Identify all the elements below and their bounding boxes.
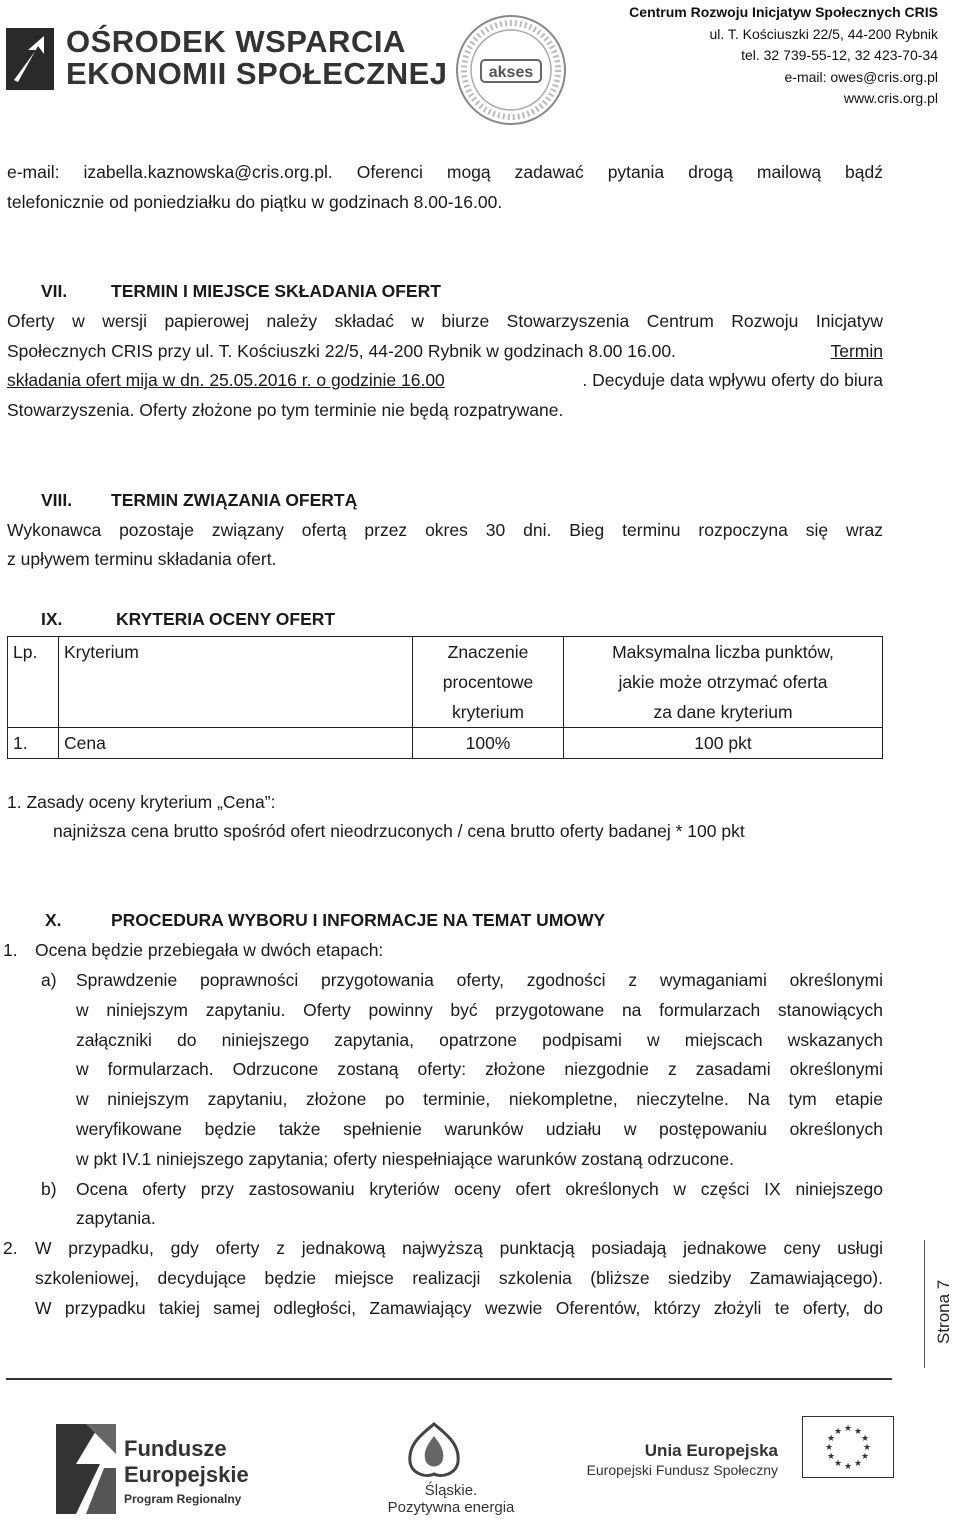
item-1-text: Ocena będzie przebiegała w dwóch etapach: [35,940,384,960]
header-znaczenie-line: procentowe [442,672,534,692]
header-maks [564,637,883,728]
header-znaczenie-line: kryterium [452,702,524,722]
svg-text:★: ★ [853,1459,863,1469]
section-7-number: VII. [41,281,68,301]
logo-line-1: OŚRODEK WSPARCIA [66,24,406,59]
section-7-line-1: Oferty w wersji papierowej należy składać w biurze Stowarzyszenia Centrum Rozwoju Inicjatyw [7,311,883,331]
row-znaczenie: 100% [413,728,564,759]
item-b-label: b) [41,1179,57,1199]
ue-line-1: Unia Europejska [644,1441,778,1460]
fe-line-2: Europejskie [124,1462,249,1487]
section-7-deadline: składania ofert mija w dn. 25.05.2016 r. o godzinie 16.00 [7,370,445,390]
item-a-line: w formularzach. Odrzucone zostaną oferty: złożone niezgodnie z zasadami określonymi [76,1059,883,1079]
item-2-number: 2. [3,1238,18,1258]
header-maks-line: za dane kryterium [653,702,793,722]
org-website[interactable]: www.cris.org.pl [843,90,938,106]
section-7-deadline-start: Termin [830,341,883,361]
page-label [926,1270,960,1350]
svg-text:★: ★ [843,1462,853,1472]
item-a-line: Sprawdzenie poprawności przygotowania oferty, zgodności z wymaganiami określonymi [76,970,883,990]
item-a-line: w niniejszym zapytaniu. Oferty powinny być przygotowane na formularzach stanowiących [76,1000,883,1020]
section-7-line-2a: Społecznych CRIS przy ul. T. Kościuszki 22/5, 44-200 Rybnik w godzinach 8.00 16.00. [7,341,676,361]
section-7-line-3b: . Decyduje data wpływu oferty do biura [582,370,883,390]
header-znaczenie [413,637,564,728]
zasady-title: 1. Zasady oceny kryterium „Cena”: [7,792,276,812]
slaskie-text [386,1482,516,1516]
item-a-line: w niniejszym zapytaniu, złożone po terminie, niekompletne, nieczytelne. Na tym etapie [76,1089,883,1109]
ue-text [582,1440,778,1479]
section-9-number: IX. [41,609,63,629]
item-b-line: zapytania. [76,1208,156,1228]
svg-text:★: ★ [833,1459,843,1469]
item-a-line: załączniki do niniejszego zapytania, opatrzone podpisami w miejscach wskazanych [76,1030,883,1050]
row-maks: 100 pkt [564,728,883,759]
svg-text:★: ★ [833,1427,843,1437]
header-lp: Lp. [8,637,59,728]
intro-line-1: e-mail: izabella.kaznowska@cris.org.pl. Oferenci mogą zadawać pytania drogą mailową bądź [7,162,883,182]
org-email[interactable]: e-mail: owes@cris.org.pl [784,68,938,85]
org-phone: tel. 32 739-55-12, 32 423-70-34 [741,47,938,63]
criteria-table [7,636,883,759]
footer-divider [6,1378,892,1380]
seal-text: akses [488,64,534,81]
table-row [8,728,883,759]
svg-text:★: ★ [824,1443,834,1453]
header-znaczenie-line: Znaczenie [447,642,529,662]
fe-logo-text [124,1436,249,1508]
owes-logo-icon [6,28,54,90]
eu-flag-icon [802,1416,894,1478]
svg-text:★: ★ [843,1424,853,1434]
logo-title [66,26,448,90]
header-maks-line: jakie może otrzymać oferta [618,672,828,692]
section-10-title: PROCEDURA WYBORU I INFORMACJE NA TEMAT UMOWY [111,910,606,930]
section-8-line-2: z upływem terminu składania ofert. [7,549,277,569]
item-a-line: weryfikowane będzie także spełnienie warunków udziału w postępowaniu określonych [76,1119,883,1139]
price-formula: najniższa cena brutto spośród ofert nieodrzuconych / cena brutto oferty badanej * 100 pkt [53,821,745,841]
org-address: ul. T. Kościuszki 22/5, 44-200 Rybnik [709,25,938,42]
slaskie-icon [402,1418,466,1480]
item-2-line: szkoleniowej, decydujące będzie miejsce realizacji szkolenia (bliższe siedziby Zamawiającego). [35,1268,883,1288]
section-10-number: X. [45,910,62,930]
section-8-title: TERMIN ZWIĄZANIA OFERTĄ [111,490,358,510]
item-1-number: 1. [3,940,18,960]
slaskie-line-2: Pozytywna energia [387,1499,515,1516]
intro-line-2: telefonicznie od poniedziałku do piątku w godzinach 8.00-16.00. [7,192,503,212]
item-b-line: Ocena oferty przy zastosowaniu kryteriów oceny ofert określonych w części IX niniejszego [76,1179,883,1199]
header-maks-line: Maksymalna liczba punktów, [612,642,834,662]
item-a-line: w pkt IV.1 niniejszego zapytania; oferty niespełniające warunków zostaną odrzucone. [76,1149,734,1169]
item-a-label: a) [41,970,57,990]
logo-line-2: EKONOMII SPOŁECZNEJ [66,56,448,91]
row-lp: 1. [8,728,59,759]
org-name: Centrum Rozwoju Inicjatyw Społecznych CRIS [629,4,938,20]
section-8-number: VIII. [41,490,73,510]
svg-text:★: ★ [860,1434,870,1444]
row-kryterium: Cena [59,728,413,759]
svg-text:★: ★ [826,1434,836,1444]
section-8-line-1: Wykonawca pozostaje związany ofertą przez okres 30 dni. Bieg terminu rozpoczyna się wraz [7,520,883,540]
section-9-title: KRYTERIA OCENY OFERT [116,609,336,629]
item-2-line: W przypadku, gdy oferty z jednakową najwyższą punktacją posiadają jednakowe ceny usługi [35,1238,883,1258]
contact-block [629,2,938,110]
fundusze-europejskie-icon [56,1424,116,1514]
page-label-text: Strona 7 [934,1279,953,1344]
akses-seal-icon [455,14,567,126]
svg-text:★: ★ [860,1452,870,1462]
slaskie-line-1: Śląskie. [424,1482,478,1499]
ue-line-2: Europejski Fundusz Społeczny [586,1462,778,1478]
section-7-title: TERMIN I MIEJSCE SKŁADANIA OFERT [111,281,441,301]
header-kryterium: Kryterium [59,637,413,728]
table-header-row [8,637,883,728]
page-label-divider [924,1240,925,1368]
svg-text:★: ★ [853,1427,863,1437]
fe-line-3: Program Regionalny [124,1492,242,1506]
svg-text:★: ★ [826,1452,836,1462]
fe-line-1: Fundusze [124,1436,227,1461]
section-7-line-4: Stowarzyszenia. Oferty złożone po tym terminie nie będą rozpatrywane. [7,400,564,420]
item-2-line: W przypadku takiej samej odległości, Zamawiający wezwie Oferentów, którzy złożyli te oferty, do [35,1298,883,1318]
svg-text:★: ★ [862,1443,872,1453]
